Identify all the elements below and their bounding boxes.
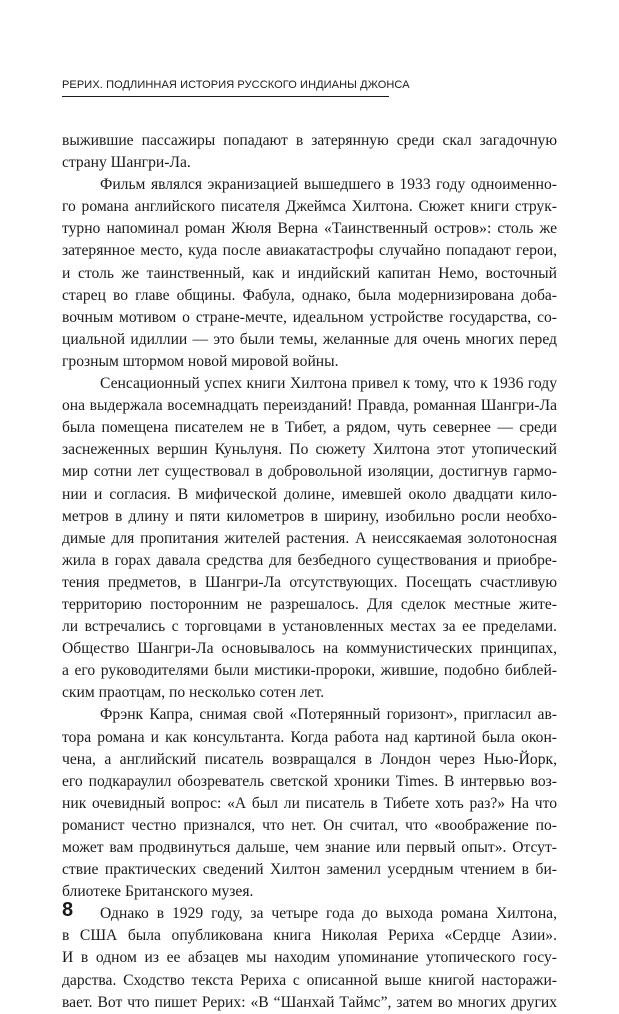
text-line: Общество Шангри-Ла основывалось на коммунистических принципах, — [62, 640, 557, 658]
text-line: тора романа и как консультанта. Когда работа над картиной была окон- — [62, 728, 557, 746]
text-line: Фрэнк Капра, снимая свой «Потерянный горизонт», пригласил ав- — [100, 706, 557, 724]
text-line: заснеженных вершин Куньлуня. По сюжету Хилтона этот утопический — [62, 441, 557, 459]
text-line: турно напоминал роман Жюля Верна «Таинственный остров»: столь же — [62, 220, 557, 238]
text-line: Фильм являлся экранизацией вышедшего в 1933 году одноименно- — [100, 176, 557, 194]
body-text — [62, 130, 557, 1014]
text-line: его подкараулил обозреватель светской хроники Times. В интервью воз- — [62, 772, 557, 790]
text-line: вочным мотивом о стране-мечте, идеальном устройстве государства, со- — [62, 308, 557, 326]
text-line: тения предметов, в Шангри-Ла отсутствующих. Посещать счастливую — [62, 573, 557, 591]
text-line: и столь же таинственный, как и индийский капитан Немо, восточный — [62, 264, 557, 282]
text-line: ствие практических сведений Хилтон заменил усердным чтением в би- — [62, 861, 557, 879]
text-line: Однако в 1929 году, за четыре года до выхода романа Хилтона, — [100, 905, 557, 923]
text-line: затерянное место, куда после авиакатастрофы случайно попадают герои, — [62, 242, 557, 260]
text-line: блиотеке Британского музея. — [62, 883, 254, 901]
text-line: ник очевидный вопрос: «А был ли писатель в Тибете хоть раз?» На что — [62, 794, 557, 812]
text-line: территорию посторонним не разрешалось. Для сделок местные жите- — [62, 595, 557, 613]
text-line: жила в горах давала средства для безбедного существования и приобре- — [62, 551, 557, 569]
text-line: нии и согласия. В мифической долине, имевшей около двадцати кило- — [62, 485, 557, 503]
text-line: может вам продвинуться дальше, чем знание или первый опыт». Отсут- — [62, 839, 557, 856]
header-rule — [62, 96, 389, 97]
running-header: РЕРИХ. ПОДЛИННАЯ ИСТОРИЯ РУССКОГО ИНДИАНЫ ДЖОНСА — [62, 79, 410, 91]
text-line: мир сотни лет существовал в добровольной изоляции, достигнув гармо- — [62, 463, 557, 481]
text-line: старец во главе общины. Фабула, однако, была модернизирована доба- — [62, 286, 557, 304]
text-line: И в одном из ее абзацев мы находим упоминание утопического госу- — [62, 949, 557, 967]
text-line: выжившие пассажиры попадают в затерянную среди скал загадочную — [62, 132, 557, 149]
text-line: дарства. Сходство текста Рериха с описанной выше книгой насторажи- — [62, 971, 557, 989]
text-line: грозным штормом новой мировой войны. — [62, 352, 339, 370]
text-line: димые для пропитания жителей растения. А неиссякаемая золотоносная — [62, 529, 557, 547]
text-line: ли встречались с торговцами в установленных местах за ее пределами. — [62, 618, 557, 636]
text-line: в США была опубликована книга Николая Рериха «Сердце Азии». — [62, 927, 557, 945]
text-line: а его руководителями были мистики-пророки, жившие, подобно библей- — [62, 662, 557, 680]
page-number: 8 — [62, 899, 74, 921]
text-line: ским праотцам, по несколько сотен лет. — [62, 684, 325, 702]
text-line: вает. Вот что пишет Рерих: «В “Шанхай Таймс”, затем во многих других — [62, 993, 557, 1011]
text-line: циальной идиллии — это были темы, желанные для очень многих перед — [62, 330, 557, 348]
text-line: Сенсационный успех книги Хилтона привел к тому, что к 1936 году — [100, 375, 557, 393]
text-line: го романа английского писателя Джеймса Хилтона. Сюжет книги струк- — [62, 198, 557, 216]
text-line: была помещена писателем не в Тибет, а рядом, чуть севернее — среди — [62, 419, 557, 437]
text-line: она выдержала восемнадцать переизданий! Правда, романная Шангри-Ла — [62, 397, 557, 415]
text-line: страну Шангри-Ла. — [62, 154, 191, 172]
text-line: чена, а английский писатель возвращался в Лондон через Нью-Йорк, — [62, 750, 557, 768]
text-line: романист честно признался, что нет. Он считал, что «воображение по- — [62, 816, 557, 834]
text-line: метров в длину и пяти километров в ширину, изобильно росли необхо- — [62, 507, 557, 525]
